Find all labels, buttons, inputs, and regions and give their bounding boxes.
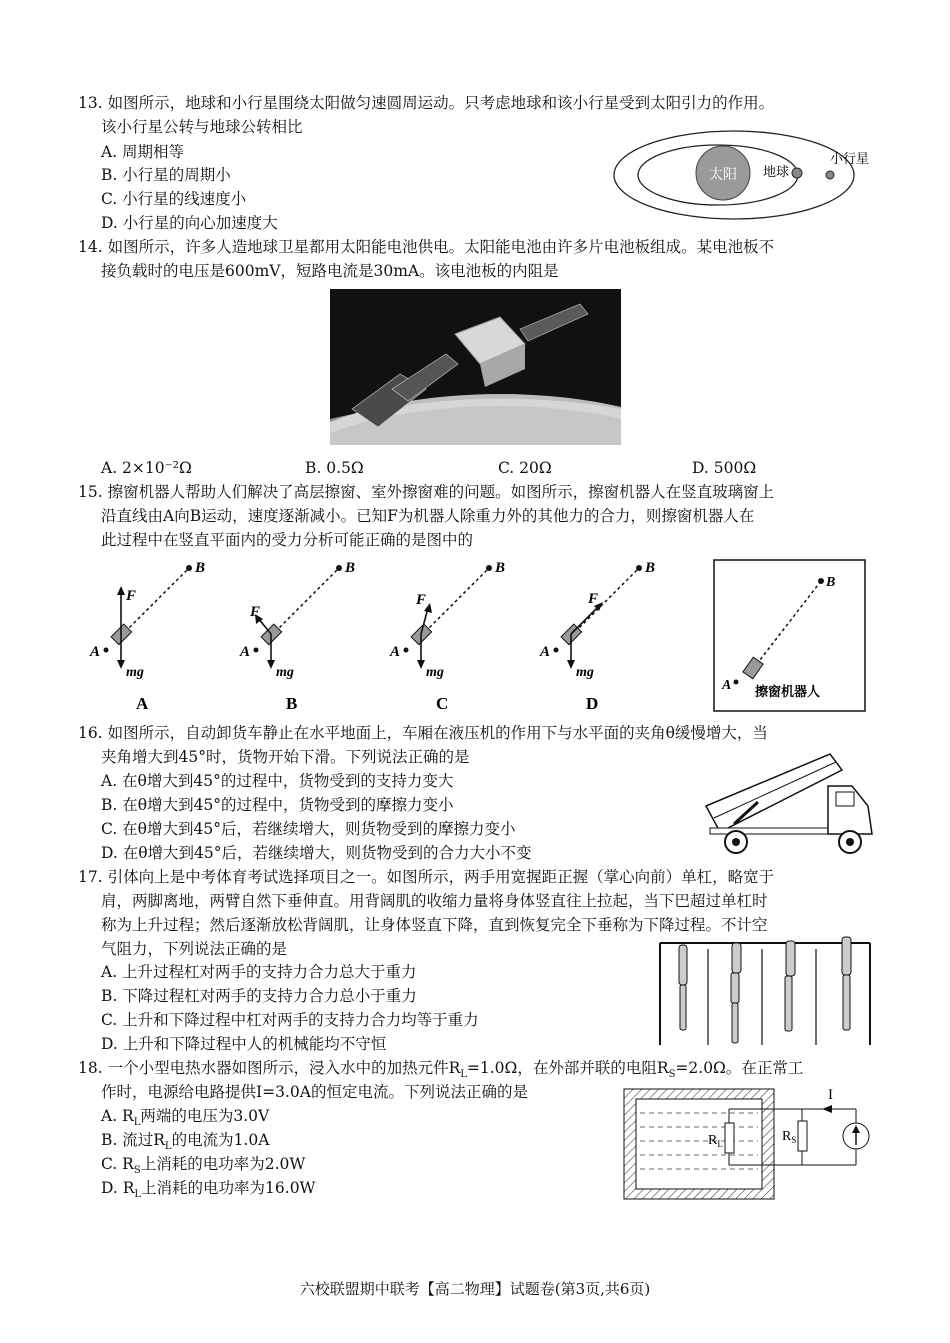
earth-label: 地球 <box>763 165 790 180</box>
q17-option-d: D. 上升和下降过程中人的机械能均不守恒 <box>101 1035 387 1053</box>
force-f-label: F <box>416 592 427 608</box>
q15-stem-cont2: 此过程中在竖直平面内的受力分析可能正确的是图中的 <box>101 531 474 549</box>
force-mg-label: mg <box>576 665 594 680</box>
q18-option-b: B. 流过$R_L$的电流为1.0A <box>101 1131 270 1153</box>
q17-option-c: C. 上升和下降过程中杠对两手的支持力合力均等于重力 <box>101 1011 479 1029</box>
q17-stem-cont3: 气阻力，下列说法正确的是 <box>101 940 288 958</box>
current-label: I <box>828 1087 833 1103</box>
q13-stem: 13. 如图所示，地球和小行星围绕太阳做匀速圆周运动。只考虑地球和该小行星受到太阳引力的作用。 <box>78 94 775 112</box>
q17-option-a: A. 上升过程杠对两手的支持力合力总大于重力 <box>101 963 417 981</box>
q16-option-d: D. 在θ增大到45°后，若继续增大，则货物受到的合力大小不变 <box>101 844 532 862</box>
force-diagram-d <box>536 556 666 716</box>
rl-label: $R_L$ <box>708 1133 723 1149</box>
force-diagram-b <box>236 556 366 716</box>
sun-label: 太阳 <box>709 167 737 183</box>
force-f-label: F <box>588 591 599 607</box>
point-b-label: B <box>645 560 656 576</box>
q18-stem-cont: 作时，电源给电路提供I=3.0A的恒定电流。下列说法正确的是 <box>101 1083 528 1101</box>
point-a-label: A <box>90 644 101 660</box>
point-b-label: B <box>495 560 506 576</box>
robot-figure <box>713 559 866 712</box>
diagram-label-c: C <box>436 694 449 713</box>
force-diagram-c <box>386 556 516 716</box>
q16-stem: 16. 如图所示，自动卸货车静止在水平地面上，车厢在液压机的作用下与水平面的夹角θ缓慢增大，当 <box>78 724 768 742</box>
q14-option-d: D. 500Ω <box>692 459 757 477</box>
diagram-label-a: A <box>136 694 149 713</box>
force-mg-label: mg <box>126 665 144 680</box>
q17-option-b: B. 下降过程杠对两手的支持力合力总小于重力 <box>101 987 417 1005</box>
q18-option-a: A. $R_L$两端的电压为3.0V <box>101 1107 270 1129</box>
q17-stem-cont2: 称为上升过程；然后逐渐放松背阔肌，让身体竖直下降，直到恢复完全下垂称为下降过程。不计空 <box>101 916 768 934</box>
orbit-figure <box>606 128 886 238</box>
force-mg-label: mg <box>426 665 444 680</box>
q14-option-c: C. 20Ω <box>498 459 552 477</box>
diagram-label-b: B <box>286 694 298 713</box>
point-a-label: A <box>722 678 732 693</box>
q14-stem-cont: 接负载时的电压是600mV，短路电流是30mA。该电池板的内阻是 <box>101 262 559 280</box>
asteroid-icon <box>826 171 834 179</box>
point-b-label: B <box>345 560 356 576</box>
point-b-label: B <box>195 560 206 576</box>
q14-option-a: A. 2×10⁻²Ω <box>101 459 192 477</box>
q14-option-b: B. 0.5Ω <box>305 459 364 477</box>
circuit-figure <box>622 1083 884 1201</box>
point-b-label: B <box>826 575 836 590</box>
q13-option-b: B. 小行星的周期小 <box>101 166 231 184</box>
diagram-label-d: D <box>586 694 599 713</box>
robot-label: 擦窗机器人 <box>755 685 821 700</box>
q14-stem: 14. 如图所示，许多人造地球卫星都用太阳能电池供电。太阳能电池由许多片电池板组成。某电池板不 <box>78 238 775 256</box>
q18-stem: 18. 一个小型电热水器如图所示，浸入水中的加热元件$R_L=1.0\Omega$，在外部并联的电阻$R_S=2.0\Omega$。在正常工 <box>78 1059 804 1081</box>
point-a-label: A <box>240 644 251 660</box>
q16-option-a: A. 在θ增大到45°的过程中，货物受到的支持力变大 <box>101 772 454 790</box>
q18-option-c: C. $R_S$上消耗的电功率为2.0W <box>101 1155 306 1177</box>
q16-option-b: B. 在θ增大到45°的过程中，货物受到的摩擦力变小 <box>101 796 454 814</box>
point-a-label: A <box>540 644 551 660</box>
q16-option-c: C. 在θ增大到45°后，若继续增大，则货物受到的摩擦力变小 <box>101 820 516 838</box>
q15-stem: 15. 擦窗机器人帮助人们解决了高层擦窗、室外擦窗难的问题。如图所示，擦窗机器人在竖直玻璃窗上 <box>78 483 775 501</box>
q13-stem-cont: 该小行星公转与地球公转相比 <box>101 118 303 136</box>
q13-option-a: A. 周期相等 <box>101 143 185 161</box>
q16-stem-cont: 夹角增大到45°时，货物开始下滑。下列说法正确的是 <box>101 748 470 766</box>
page-footer: 六校联盟期中联考【高二物理】试题卷(第3页,共6页) <box>299 1280 651 1298</box>
point-a-label: A <box>390 644 401 660</box>
q13-option-d: D. 小行星的向心加速度大 <box>101 214 278 232</box>
force-f-label: F <box>250 604 261 620</box>
q18-option-d: D. $R_L$上消耗的电功率为16.0W <box>101 1179 316 1201</box>
pullup-figure <box>650 935 878 1050</box>
satellite-photo <box>330 289 621 445</box>
rs-label: $R_S$ <box>782 1129 797 1145</box>
force-mg-label: mg <box>276 665 294 680</box>
earth-icon <box>792 168 802 178</box>
dump-truck-figure <box>700 742 880 862</box>
q13-option-c: C. 小行星的线速度小 <box>101 190 247 208</box>
force-diagram-a <box>86 556 216 716</box>
q15-stem-cont: 沿直线由A向B运动，速度逐渐减小。已知F为机器人除重力外的其他力的合力，则擦窗机器人在 <box>101 507 755 525</box>
force-f-label: F <box>126 588 137 604</box>
q17-stem-cont: 肩，两脚离地，两臂自然下垂伸直。用背阔肌的收缩力量将身体竖直往上拉起，当下巴超过单杠时 <box>101 892 768 910</box>
q17-stem: 17. 引体向上是中考体育考试选择项目之一。如图所示，两手用宽握距正握（掌心向前）单杠，略宽于 <box>78 868 775 886</box>
asteroid-label: 小行星 <box>830 152 870 167</box>
